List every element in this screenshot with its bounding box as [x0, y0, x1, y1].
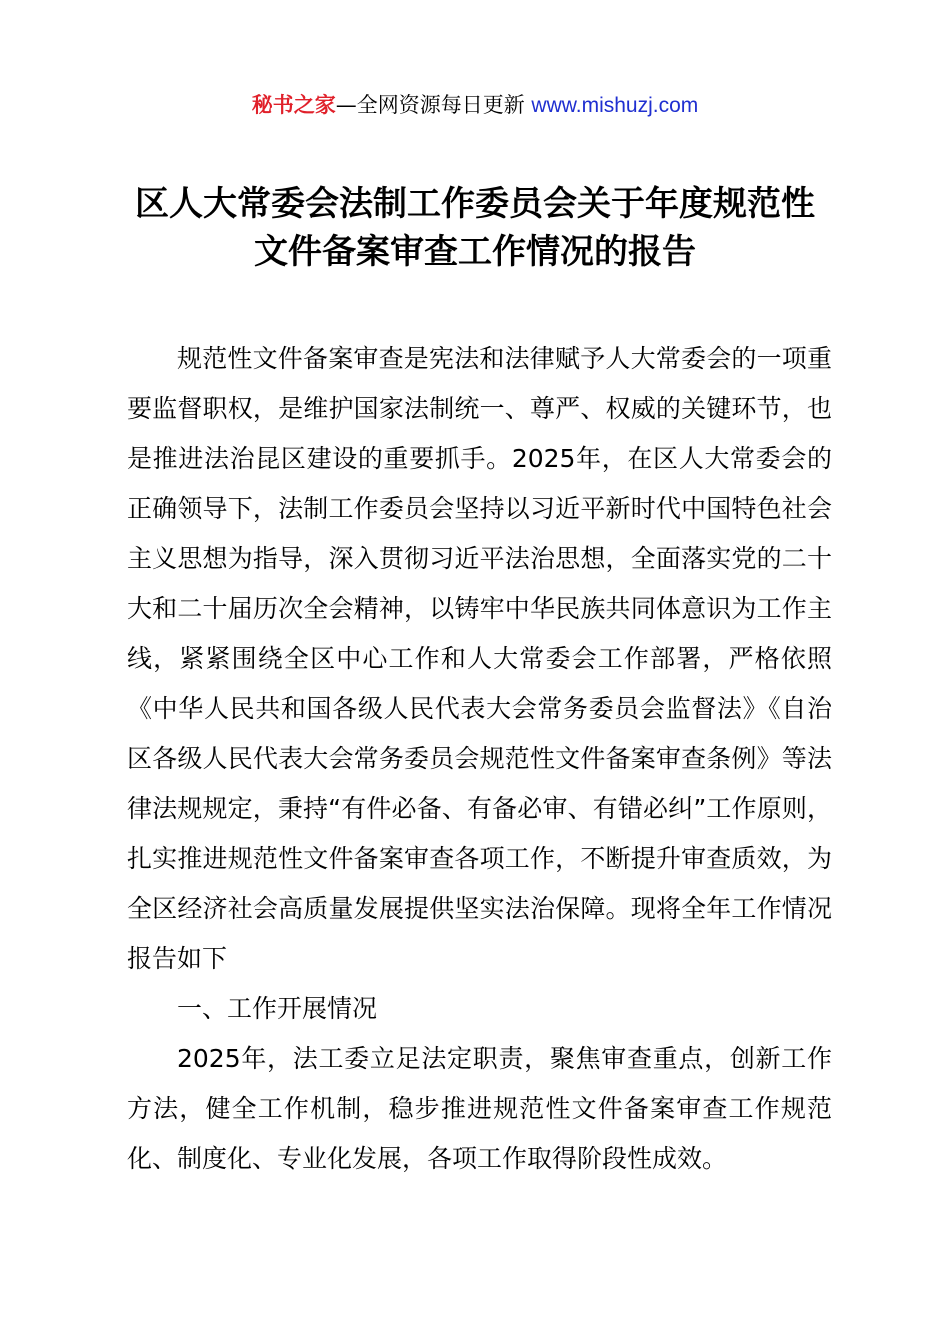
- header-tagline: —全网资源每日更新: [335, 93, 525, 117]
- watermark-header: [0, 88, 950, 123]
- paragraph-intro: 规范性文件备案审查是宪法和法律赋予人大常委会的一项重要监督职权，是维护国家法制统一、尊严、权威的关键环节，也是推进法治昆区建设的重要抓手。2025年，在区人大常委会的正确领导下，法制工作委员会坚持以习近平新时代中国特色社会主义思想为指导，深入贯彻习近平法治思想，全面落实党的二十大和二十届历次全会精神，以铸牢中华民族共同体意识为工作主线，紧紧围绕全区中心工作和人大常委会工作部署，严格依照《中华人民共和国各级人民代表大会常务委员会监督法》《自治区各级人民代表大会常务委员会规范性文件备案审查条例》等法律法规规定，秉持“有件必备、有备必审、有错必纠”工作原则，扎实推进规范性文件备案审查各项工作，不断提升审查质效，为全区经济社会高质量发展提供坚实法治保障。现将全年工作情况报告如下: [127, 344, 832, 973]
- site-url-link[interactable]: www.mishuzj.com: [531, 94, 699, 117]
- document-body: [127, 334, 832, 1184]
- document-title: [80, 180, 870, 276]
- title-line-2: 文件备案审查工作情况的报告: [254, 232, 696, 272]
- section-heading-1: 一、工作开展情况: [177, 994, 378, 1023]
- paragraph-section-1: 2025年，法工委立足法定职责，聚焦审查重点，创新工作方法，健全工作机制，稳步推进规范性文件备案审查工作规范化、制度化、专业化发展，各项工作取得阶段性成效。: [127, 1044, 832, 1173]
- brand-name: 秘书之家: [251, 93, 336, 117]
- title-line-1: 区人大常委会法制工作委员会关于年度规范性: [135, 184, 815, 224]
